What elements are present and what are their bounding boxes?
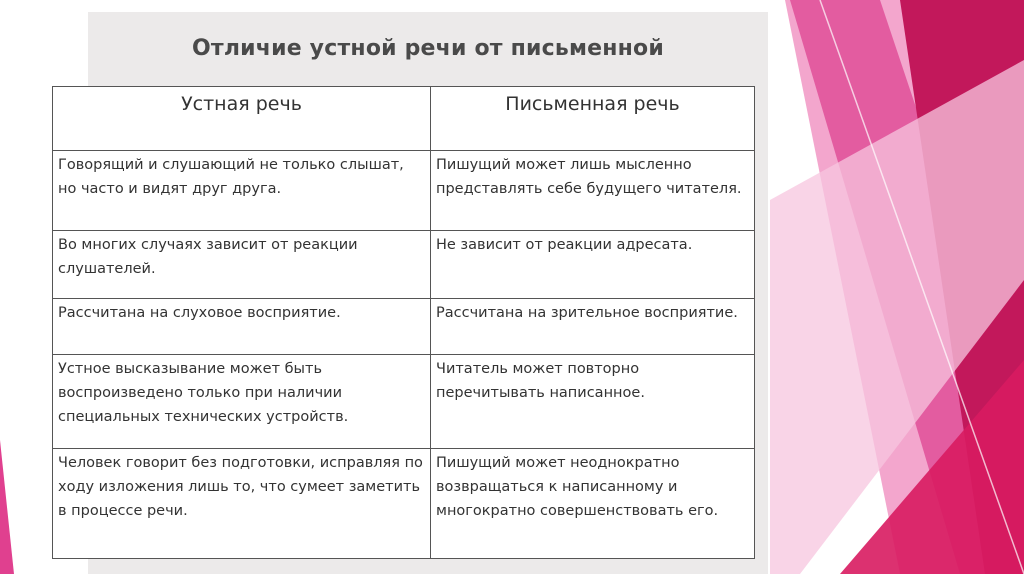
- table-row: [53, 449, 755, 559]
- table-cell-oral: Рассчитана на слуховое восприятие.: [53, 299, 431, 355]
- table-cell-oral: Устное высказывание может быть воспроизведено только при наличии специальных технических устройств.: [53, 355, 431, 449]
- slide-title: Отличие устной речи от письменной: [192, 36, 664, 61]
- table-cell-written: Рассчитана на зрительное восприятие.: [431, 299, 755, 355]
- table-row: [53, 299, 755, 355]
- table-cell-written: Не зависит от реакции адресата.: [431, 231, 755, 299]
- table-row: [53, 231, 755, 299]
- table-header-row: [53, 87, 755, 151]
- table-cell-written: Пишущий может лишь мысленно представлять себе будущего читателя.: [431, 151, 755, 231]
- header-oral-speech: Устная речь: [53, 87, 431, 151]
- table-cell-oral: Говорящий и слушающий не только слышат, но часто и видят друг друга.: [53, 151, 431, 231]
- table-cell-oral: Во многих случаях зависит от реакции слушателей.: [53, 231, 431, 299]
- header-written-speech: Письменная речь: [431, 87, 755, 151]
- table-row: [53, 355, 755, 449]
- table-cell-written: Пишущий может неоднократно возвращаться к написанному и многократно совершенствовать его.: [431, 449, 755, 559]
- comparison-table: [52, 86, 755, 559]
- table-cell-written: Читатель может повторно перечитывать написанное.: [431, 355, 755, 449]
- pink-corner-left: [0, 440, 14, 574]
- table-row: [53, 151, 755, 231]
- table-cell-oral: Человек говорит без подготовки, исправляя по ходу изложения лишь то, что сумеет заметить в процессе речи.: [53, 449, 431, 559]
